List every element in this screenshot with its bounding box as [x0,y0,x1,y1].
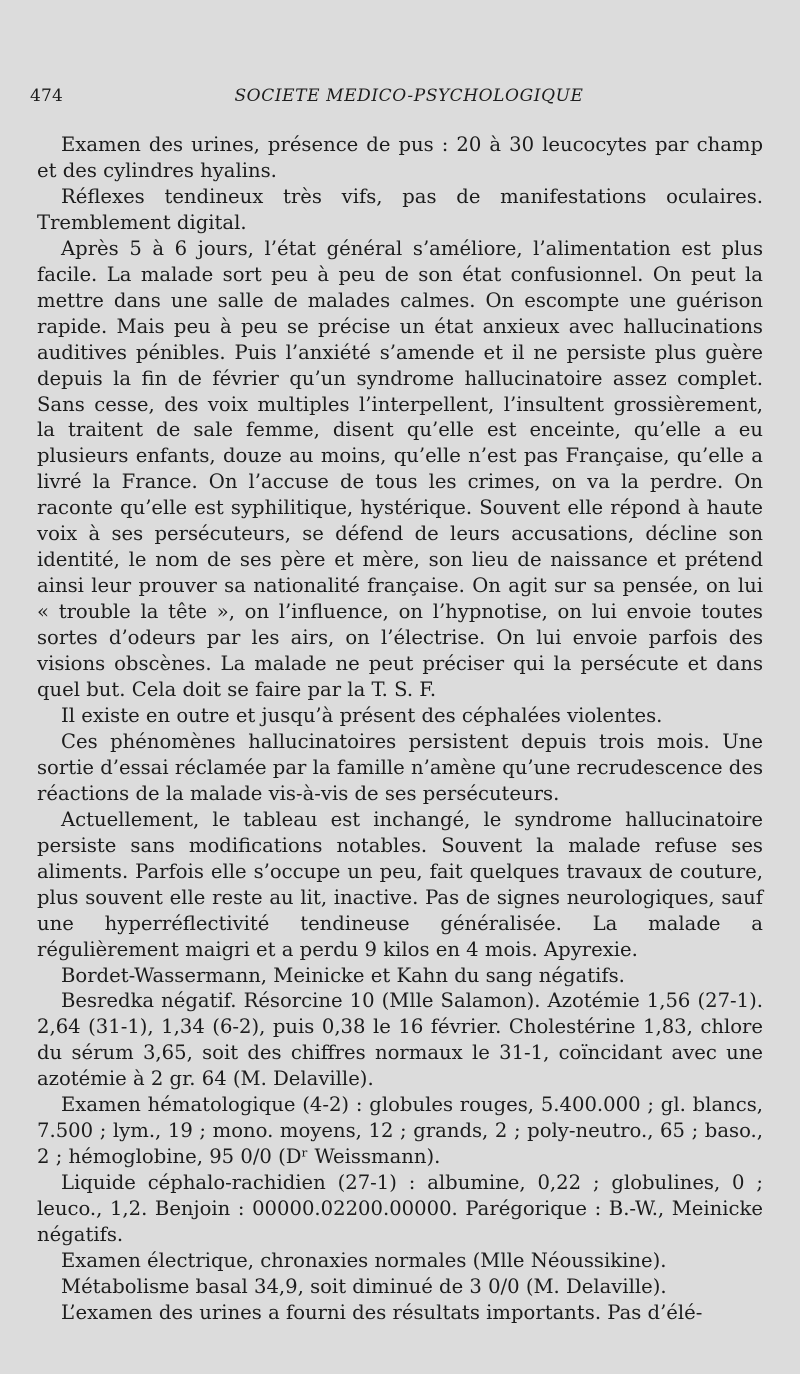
paragraph-biochemistry: Besredka négatif. Résorcine 10 (Mlle Salamon). Azotémie 1,56 (27-1). 2,64 (31-1), 1,34 (6-2), puis 0,38 le 16 février. Cholestérine 1,83, chlore du sérum 3,65, soit des chiffres normaux le 31-1, coïncidant avec une azotémie à 2 gr. 64 (M. Delaville). [37,989,763,1091]
paragraph-hematology: Examen hématologique (4-2) : globules rouges, 5.400.000 ; gl. blancs, 7.500 ; lym., 19 ; mono. moyens, 12 ; grands, 2 ; poly-neutro., 65 ; baso., 2 ; hémoglobine, 95 0/0 (Dʳ Weissmann). [37,1093,763,1169]
paragraph-reflexes: Réflexes tendineux très vifs, pas de manifestations oculaires. Tremblement digital. [37,184,763,234]
paragraph-clinical-course: Après 5 à 6 jours, l’état général s’améliore, l’alimentation est plus facile. La malade sort peu à peu de son état confusionnel. On peut la mettre dans une salle de malades calmes. On escompte une guérison rapide. Mais peu à peu se précise un état anxieux avec hallucinations auditives pénibles. Puis l’anxiété s’amende et il ne persiste plus guère depuis la fin de février qu’un syndrome hallucinatoire assez complet. Sans cesse, des voix multiples l’interpellent, l’insultent grossièrement, la traitent de sale femme, disent qu’elle est enceinte, qu’elle a eu plusieurs enfants, douze au moins, qu’elle n’est pas Française, qu’elle a livré la France. On l’accuse de tous les crimes, on va la perdre. On raconte qu’elle est syphilitique, hystérique. Souvent elle répond à haute voix à ses persécuteurs, se défend de leurs accusations, décline son identité, le nom de ses père et mère, son lieu de naissance et prétend ainsi leur prouver sa nationalité française. On agit sur sa pensée, on lui « trouble la tête », on l’influence, on l’hypnotise, on lui envoie toutes sortes d’odeurs par les airs, on l’électrise. On lui envoie parfois des visions obscènes. La malade ne peut préciser qui la persécute et dans quel but. Cela doit se faire par la T. S. F. [37,236,763,702]
running-header [0,86,800,112]
paragraph-headaches: Il existe en outre et jusqu’à présent des céphalées violentes. [61,703,663,727]
paragraph-current-state: Actuellement, le tableau est inchangé, le syndrome hallucinatoire persiste sans modifications notables. Souvent la malade refuse ses aliments. Parfois elle s’occupe un peu, fait quelques travaux de couture, plus souvent elle reste au lit, inactive. Pas de signes neurologiques, sauf une hyperréflectivité tendineuse généralisée. La malade a régulièrement maigri et a perdu 9 kilos en 4 mois. Apyrexie. [37,807,763,961]
paragraph-serology: Bordet-Wassermann, Meinicke et Kahn du sang négatifs. [61,963,625,987]
paragraph-electrical-exam: Examen électrique, chronaxies normales (Mlle Néoussikine). [61,1248,667,1272]
body-text [37,132,763,1326]
journal-title: SOCIETE MEDICO-PSYCHOLOGIQUE [234,86,584,106]
paragraph-urine-exam: Examen des urines, présence de pus : 20 à 30 leucocytes par champ et des cylindres hyalins. [37,133,763,182]
paragraph-csf: Liquide céphalo-rachidien (27-1) : albumine, 0,22 ; globulines, 0 ; leuco., 1,2. Benjoin : 00000.02200.00000. Parégorique : B.-W., Meinicke négatifs. [37,1171,763,1247]
page-number: 474 [30,86,64,106]
paragraph-hallucinations-persist: Ces phénomènes hallucinatoires persistent depuis trois mois. Une sortie d’essai réclamée par la famille n’amène qu’une recrudescence des réactions de la malade vis-à-vis de ses persécuteurs. [37,729,763,805]
paragraph-metabolism: Métabolisme basal 34,9, soit diminué de 3 0/0 (M. Delaville). [61,1274,667,1298]
paragraph-urine-results: L’examen des urines a fourni des résultats importants. Pas d’élé- [61,1300,703,1324]
